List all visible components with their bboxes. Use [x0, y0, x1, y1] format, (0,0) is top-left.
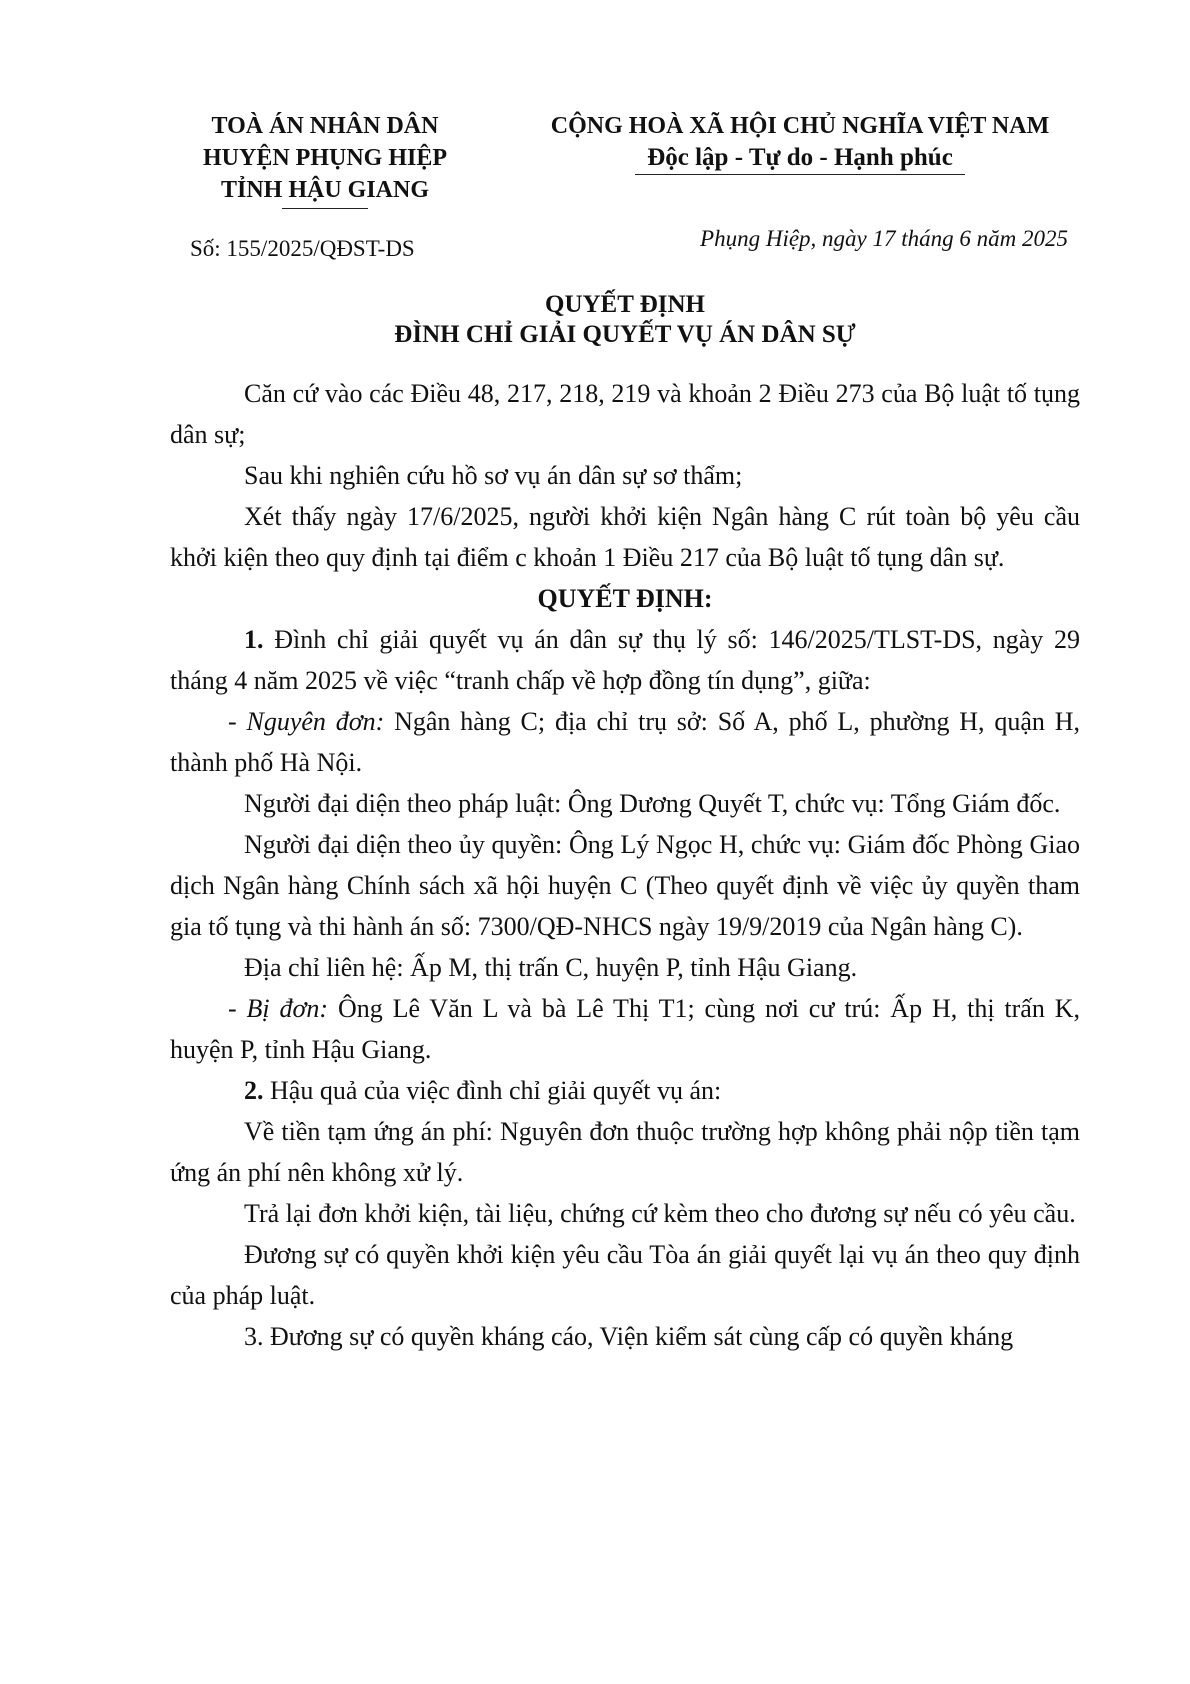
court-fee-paragraph: Về tiền tạm ứng án phí: Nguyên đơn thuộc trường hợp không phải nộp tiền tạm ứng án phí nên không xử lý.	[170, 1117, 1080, 1187]
plaintiff-paragraph: - Nguyên đơn: Ngân hàng C; địa chỉ trụ sở: Số A, phố L, phường H, quận H, thành phố Hà Nội.	[170, 707, 1080, 777]
legal-representative: Người đại diện theo pháp luật: Ông Dương Quyết T, chức vụ: Tổng Giám đốc.	[244, 789, 1061, 818]
document-body	[170, 373, 1080, 1357]
title-line-2: ĐÌNH CHỈ GIẢI QUYẾT VỤ ÁN DÂN SỰ	[394, 321, 856, 348]
document-title	[170, 290, 1080, 350]
date-place: Phụng Hiệp, ngày 17 tháng 6 năm 2025	[700, 226, 1068, 251]
contact-address: Địa chỉ liên hệ: Ấp M, thị trấn C, huyện P, tỉnh Hậu Giang.	[244, 953, 858, 982]
plaintiff-text: Ngân hàng C; địa chỉ trụ sở: Số A, phố L, phường H, quận H, thành phố Hà Nội.	[170, 707, 1080, 777]
preamble-review: Sau khi nghiên cứu hồ sơ vụ án dân sự sơ thẩm;	[244, 461, 743, 490]
court-line-1: TOÀ ÁN NHÂN DÂN	[211, 113, 439, 139]
nation-header	[510, 110, 1090, 175]
motto: Độc lập - Tự do - Hạnh phúc	[647, 144, 953, 171]
right-to-resue-paragraph: Đương sự có quyền khởi kiện yêu cầu Tòa án giải quyết lại vụ án theo quy định của pháp luật.	[170, 1240, 1080, 1310]
item-1-text: Đình chỉ giải quyết vụ án dân sự thụ lý số: 146/2025/TLST-DS, ngày 29 tháng 4 năm 2025 về việc “tranh chấp về hợp đồng tín dụng”, giữa:	[170, 625, 1080, 695]
item-2-text: Hậu quả của việc đình chỉ giải quyết vụ án:	[263, 1076, 722, 1105]
nation-name: CỘNG HOÀ XÃ HỘI CHỦ NGHĨA VIỆT NAM	[550, 113, 1050, 139]
decision-item-3: 3. Đương sự có quyền kháng cáo, Viện kiểm sát cùng cấp có quyền kháng	[244, 1322, 1014, 1351]
plaintiff-label: Nguyên đơn:	[246, 707, 385, 736]
court-line-2: HUYỆN PHỤNG HIỆP	[202, 145, 447, 171]
item-1-number: 1.	[244, 625, 264, 654]
document-number: Số: 155/2025/QĐST-DS	[190, 236, 415, 261]
authorized-representative: Người đại diện theo ủy quyền: Ông Lý Ngọc H, chức vụ: Giám đốc Phòng Giao dịch Ngân hàng Chính sách xã hội huyện C (Theo quyết định về việc ủy quyền tham gia tố tụng và thi hành án số: 7300/QĐ-NHCS ngày 19/9/2019 của Ngân hàng C).	[170, 830, 1080, 941]
defendant-text: Ông Lê Văn L và bà Lê Thị T1; cùng nơi cư trú: Ấp H, thị trấn K, huyện P, tỉnh Hậu Giang.	[170, 994, 1080, 1064]
court-line-3: TỈNH HẬU GIANG	[220, 177, 430, 203]
decision-item-1	[170, 619, 1080, 701]
preamble-legal-basis: Căn cứ vào các Điều 48, 217, 218, 219 và khoản 2 Điều 273 của Bộ luật tố tụng dân sự;	[170, 379, 1080, 449]
preamble-consideration: Xét thấy ngày 17/6/2025, người khởi kiện Ngân hàng C rút toàn bộ yêu cầu khởi kiện theo quy định tại điểm c khoản 1 Điều 217 của Bộ luật tố tụng dân sự.	[170, 502, 1080, 572]
defendant-paragraph: - Bị đơn: Ông Lê Văn L và bà Lê Thị T1; cùng nơi cư trú: Ấp H, thị trấn K, huyện P, tỉnh Hậu Giang.	[170, 994, 1080, 1064]
court-underline	[282, 208, 368, 209]
defendant-label: Bị đơn:	[246, 994, 329, 1023]
return-documents-paragraph: Trả lại đơn khởi kiện, tài liệu, chứng cứ kèm theo cho đương sự nếu có yêu cầu.	[244, 1199, 1076, 1228]
item-2-number: 2.	[244, 1076, 264, 1105]
court-header	[160, 110, 490, 209]
decision-heading: QUYẾT ĐỊNH:	[537, 584, 713, 613]
title-line-1: QUYẾT ĐỊNH	[545, 291, 705, 318]
decision-item-2	[170, 1070, 1080, 1111]
motto-underline	[635, 174, 965, 175]
